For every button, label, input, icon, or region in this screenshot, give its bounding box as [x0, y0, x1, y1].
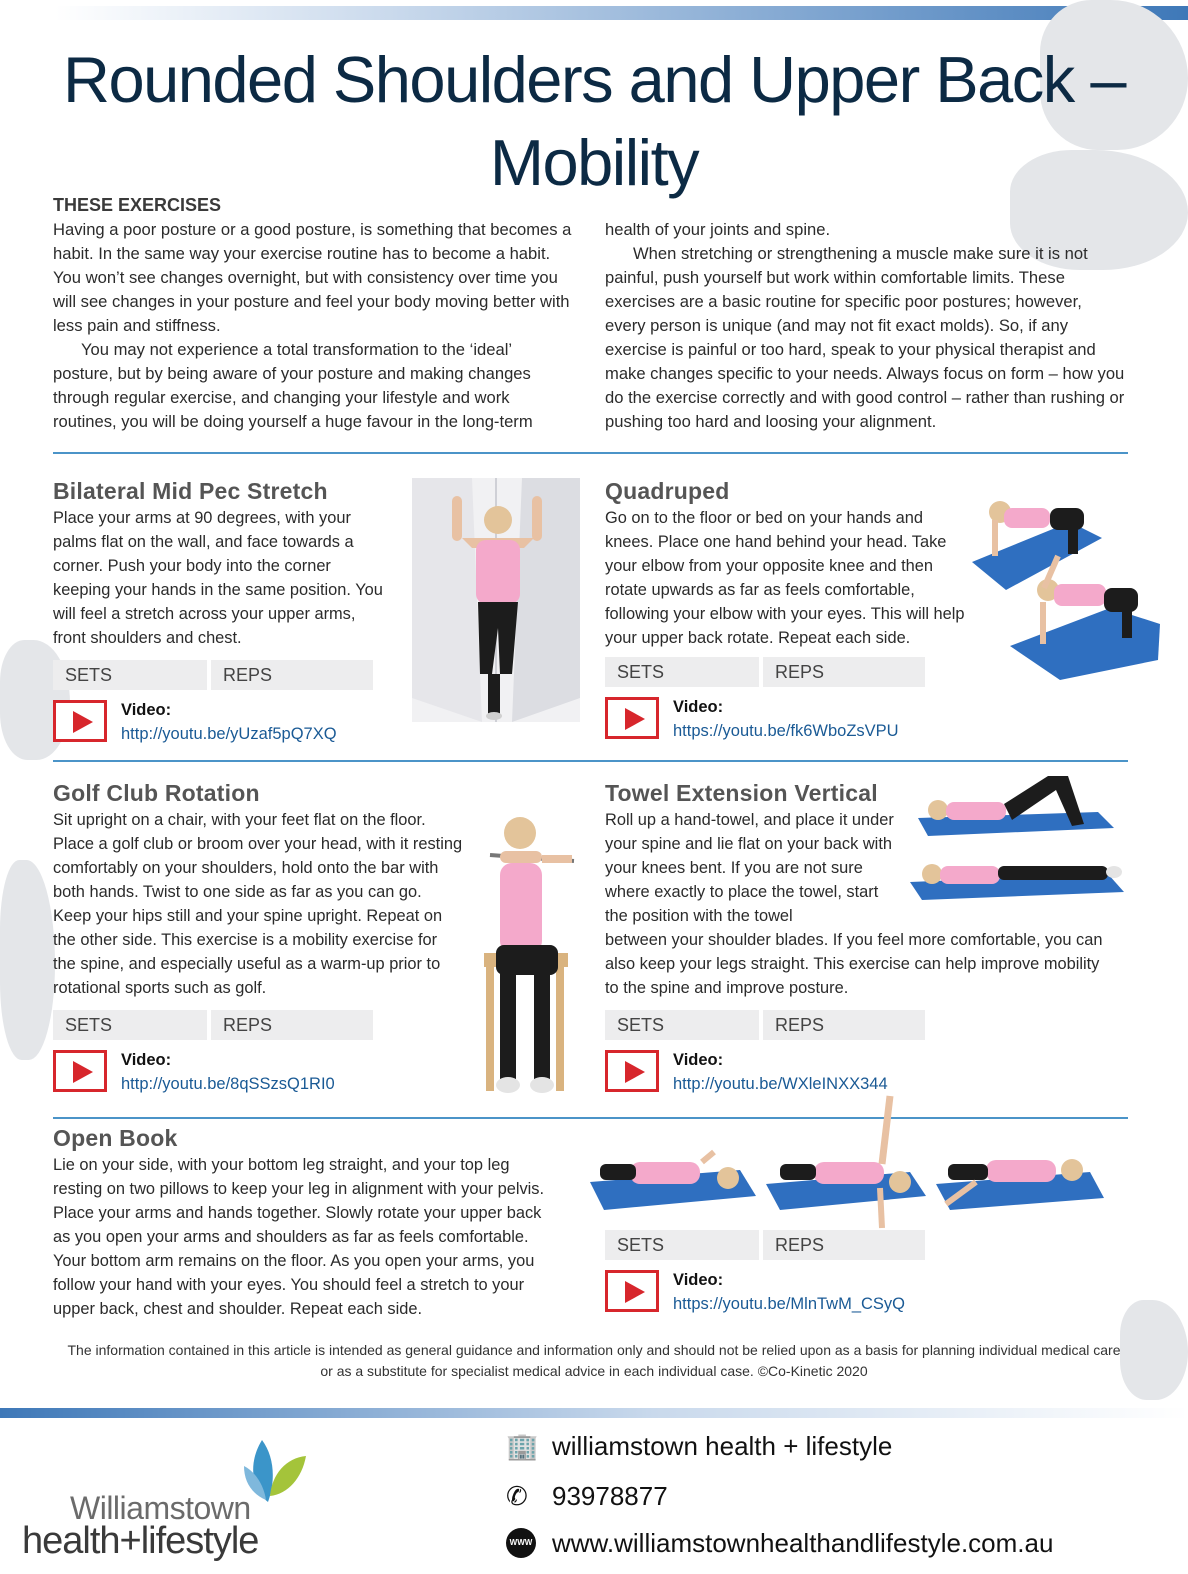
bg-spine-shape — [1120, 1300, 1188, 1400]
logo-text-bottom: health+lifestyle — [22, 1520, 259, 1562]
footer-gradient-bar — [0, 1408, 1188, 1418]
logo-text-top: Williamstown — [70, 1490, 251, 1526]
towel-extension-photo — [908, 770, 1130, 900]
business-name: williamstown health + lifestyle — [552, 1431, 893, 1461]
sets-label: SETS — [65, 1015, 113, 1035]
intro-left-column — [53, 218, 573, 434]
quadruped-photo — [970, 490, 1160, 682]
reps-label: REPS — [223, 1015, 273, 1035]
intro-paragraph: You may not experience a total transformation to the ‘ideal’ posture, but by being aware of your posture and making changes through regular exercise, and changing your lifestyle and work routines, you will be doing yourself a huge favour in the long-term — [53, 340, 533, 431]
sets-reps-field[interactable] — [605, 1230, 925, 1260]
intro-paragraph: When stretching or strengthening a muscle make sure it is not painful, push yourself but work within comfortable limits. These exercises are a basic routine for specific poor postures; however, every person is unique (and may not fit exact molds). So, if any exercise is painful or too hard, speak to your physical therapist and make changes specific to your needs. Always focus on form – how you do the exercise correctly and with good control – rather than rushing or pushing too hard and loosing your alignment. — [605, 244, 1125, 431]
sets-label: SETS — [65, 665, 113, 685]
wall-stretch-photo — [412, 478, 580, 722]
video-play-icon[interactable] — [605, 697, 659, 739]
page-title-line1: Rounded Shoulders and Upper Back – — [63, 43, 1125, 116]
sets-reps-field[interactable] — [605, 1010, 925, 1040]
video-label: Video: — [121, 701, 172, 719]
sets-label: SETS — [617, 1235, 665, 1255]
video-link[interactable]: http://youtu.be/WXleINXX344 — [673, 1075, 888, 1093]
exercise-description: Lie on your side, with your bottom leg straight, and your top leg resting on two pillows to keep your leg in alignment with your pelvis. Place your arms and hands together. Slowly rotate your upper back as you open your arms and shoulders as far as feels comfortable. Your bottom arm remains on the floor. As you open your arms, you follow your hand with your eyes. You should feel a stretch to your upper back, chest and shoulder. Repeat each side. — [53, 1156, 545, 1318]
exercise-description: Go on to the floor or bed on your hands and knees. Place one hand behind your head. Take your elbow from your opposite knee and then rotate upwards as far as feels comfortable, following your elbow with your eyes. This will help your upper back rotate. Repeat each side. — [605, 509, 965, 647]
website-link[interactable]: www.williamstownhealthandlifestyle.com.au — [552, 1528, 1054, 1558]
exercise-description-part2: between your shoulder blades. If you feel more comfortable, you can also keep your legs straight. This exercise can help improve mobility to the spine and improve posture. — [605, 931, 1103, 997]
exercise-description: Sit upright on a chair, with your feet flat on the floor. Place a golf club or broom over your head, with it resting comfortably on your shoulders, hold onto the bar with both hands. Twist to one side as far as you can go. Keep your hips still and your spine upright. Repeat on the other side. This exercise is a mobility exercise for the spine, and especially useful as a warm-up prior to rotational sports such as golf. — [53, 811, 463, 997]
intro-paragraph: Having a poor posture or a good posture, is something that becomes a habit. In the same way your exercise routine has to become a habit. You won’t see changes overnight, but with consistency over time you will see changes in your posture and feel your body moving better with less pain and stiffness. — [53, 220, 572, 335]
sets-reps-field[interactable] — [605, 657, 925, 687]
bg-spine-shape — [0, 860, 55, 1060]
open-book-photos — [590, 1092, 1110, 1232]
video-label: Video: — [673, 698, 724, 716]
phone-number[interactable]: 93978877 — [552, 1481, 668, 1511]
section-divider — [53, 452, 1128, 454]
video-label: Video: — [121, 1051, 172, 1069]
reps-label: REPS — [775, 1235, 825, 1255]
exercise-title: Bilateral Mid Pec Stretch — [53, 478, 328, 504]
intro-paragraph: health of your joints and spine. — [605, 220, 831, 239]
globe-www-icon: WWW — [506, 1528, 536, 1558]
exercise-title: Towel Extension Vertical — [605, 780, 878, 806]
exercise-description: Place your arms at 90 degrees, with your palms flat on the wall, and face towards a corner. Push your body into the corner keeping your hands in the same position. You will feel a stretch across your upper arms, front shoulders and chest. — [53, 509, 383, 647]
section-divider — [53, 760, 1128, 762]
video-play-icon[interactable] — [53, 700, 107, 742]
exercise-description-part1: Roll up a hand-towel, and place it under your spine and lie flat on your back with your knees bent. If you are not sure where exactly to place the towel, start the position with the towel — [605, 811, 894, 925]
exercise-title: Open Book — [53, 1125, 178, 1151]
sets-label: SETS — [617, 1015, 665, 1035]
disclaimer: The information contained in this article is intended as general guidance and information only and should not be relied upon as a basis for planning individual medical care or as a substitute for specialist medical advice in each individual case. ©Co-Kinetic 2020 — [67, 1342, 1121, 1379]
video-play-icon[interactable] — [605, 1050, 659, 1092]
video-link[interactable]: http://youtu.be/yUzaf5pQ7XQ — [121, 725, 337, 743]
video-label: Video: — [673, 1051, 724, 1069]
building-icon: 🏢 — [506, 1431, 539, 1461]
exercise-title: Quadruped — [605, 478, 730, 504]
video-link[interactable]: https://youtu.be/fk6WboZsVPU — [673, 722, 899, 740]
phone-icon: ✆ — [506, 1481, 528, 1511]
golf-club-rotation-photo — [470, 805, 580, 1097]
reps-label: REPS — [775, 1015, 825, 1035]
intro-heading: THESE EXERCISES — [53, 195, 222, 215]
page-title — [20, 38, 1168, 204]
sets-label: SETS — [617, 662, 665, 682]
reps-label: REPS — [775, 662, 825, 682]
video-label: Video: — [673, 1271, 724, 1289]
page-title-line2: Mobility — [489, 126, 699, 199]
video-link[interactable]: http://youtu.be/8qSSzsQ1RI0 — [121, 1075, 335, 1093]
sets-reps-field[interactable] — [53, 1010, 373, 1040]
video-link[interactable]: https://youtu.be/MlnTwM_CSyQ — [673, 1295, 906, 1313]
exercise-title: Golf Club Rotation — [53, 780, 260, 806]
sets-reps-field[interactable] — [53, 660, 373, 690]
video-play-icon[interactable] — [53, 1050, 107, 1092]
header-gradient-bar — [55, 6, 1188, 20]
video-play-icon[interactable] — [605, 1270, 659, 1312]
intro-right-column — [605, 218, 1125, 434]
reps-label: REPS — [223, 665, 273, 685]
